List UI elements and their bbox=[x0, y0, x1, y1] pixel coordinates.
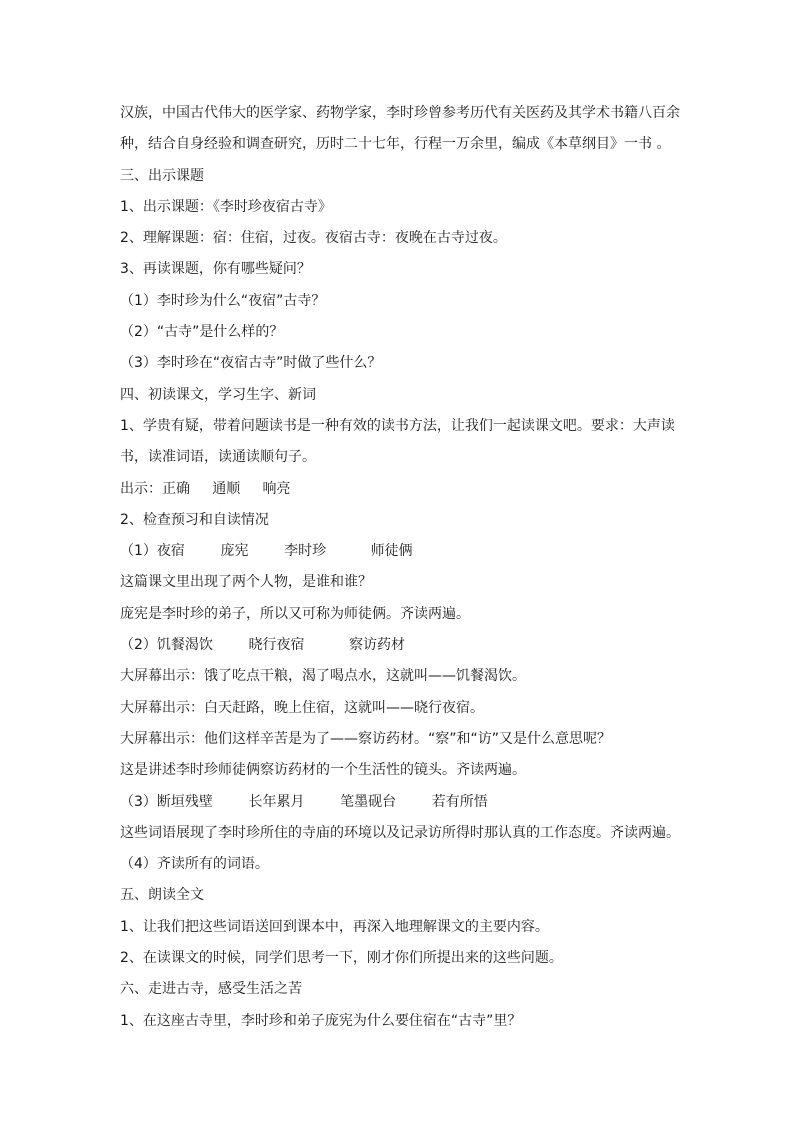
paragraph-line: 2、理解课题：宿：住宿，过夜。夜宿古寺：夜晚在古寺过夜。 bbox=[120, 230, 507, 247]
paragraph-line: 这篇课文里出现了两个人物，是谁和谁？ bbox=[120, 574, 372, 591]
paragraph-line: 书，读准词语，读通读顺句子。 bbox=[120, 449, 316, 466]
section-heading: 三、出示课题 bbox=[120, 167, 204, 184]
paragraph-line: 1、出示课题：《李时珍夜宿古寺》 bbox=[120, 198, 332, 215]
paragraph-line: 汉族，中国古代伟大的医学家、药物学家，李时珍曾参考历代有关医药及其学术书籍八百余 bbox=[120, 105, 680, 121]
paragraph-line: （1）李时珍为什么“夜宿”古寺？ bbox=[120, 292, 326, 309]
paragraph-line: 庞宪是李时珍的弟子，所以又可称为师徒俩。齐读两遍。 bbox=[120, 605, 470, 622]
paragraph-line: 2、检查预习和自读情况 bbox=[120, 511, 269, 528]
paragraph-line: 这是讲述李时珍师徒俩察访药材的一个生活性的镜头。齐读两遍。 bbox=[120, 762, 526, 779]
vocabulary-line: （1）夜宿 庞宪 李时珍 师徒俩 bbox=[120, 543, 413, 560]
vocabulary-line: （3）断垣残壁 长年累月 笔墨砚台 若有所悟 bbox=[120, 793, 488, 810]
section-heading: 六、走进古寺，感受生活之苦 bbox=[120, 981, 302, 998]
paragraph-line: 大屏幕出示：白天赶路，晚上住宿，这就叫——晓行夜宿。 bbox=[120, 699, 484, 716]
paragraph-line: （3）李时珍在“夜宿古寺”时做了些什么？ bbox=[120, 355, 382, 372]
paragraph-line: 2、在读课文的时候，同学们思考一下，刚才你们所提出来的这些问题。 bbox=[120, 950, 563, 967]
section-heading: 五、朗读全文 bbox=[120, 887, 204, 904]
paragraph-line: 这些词语展现了李时珍所住的寺庙的环境以及记录访所得时那认真的工作态度。齐读两遍。 bbox=[120, 824, 680, 841]
section-heading: 四、初读课文，学习生字、新词 bbox=[120, 386, 316, 403]
paragraph-line: 1、在这座古寺里，李时珍和弟子庞宪为什么要住宿在“古寺”里？ bbox=[120, 1012, 522, 1029]
paragraph-line: 种，结合自身经验和调查研究，历时二十七年，行程一万余里，编成《本草纲目》一书 。 bbox=[120, 136, 671, 153]
paragraph-line: 出示：正确 通顺 响亮 bbox=[120, 480, 291, 497]
paragraph-line: 大屏幕出示：他们这样辛苦是为了——察访药材。“察”和“访”又是什么意思呢？ bbox=[120, 730, 612, 747]
document-body bbox=[120, 98, 680, 1037]
paragraph-line: 1、学贵有疑，带着问题读书是一种有效的读书方法，让我们一起读课文吧。要求：大声读 bbox=[120, 417, 675, 434]
paragraph-line: 3、再读课题，你有哪些疑问？ bbox=[120, 261, 311, 278]
paragraph-line: 大屏幕出示：饿了吃点干粮，渴了喝点水，这就叫——饥餐渴饮。 bbox=[120, 668, 526, 685]
paragraph-line: （4）齐读所有的词语。 bbox=[120, 856, 269, 873]
paragraph-line: 1、让我们把这些词语送回到课本中，再深入地理解课文的主要内容。 bbox=[120, 918, 549, 935]
vocabulary-line: （2）饥餐渴饮 晓行夜宿 察访药材 bbox=[120, 637, 406, 654]
paragraph-line: （2）“古寺”是什么样的？ bbox=[120, 324, 284, 341]
